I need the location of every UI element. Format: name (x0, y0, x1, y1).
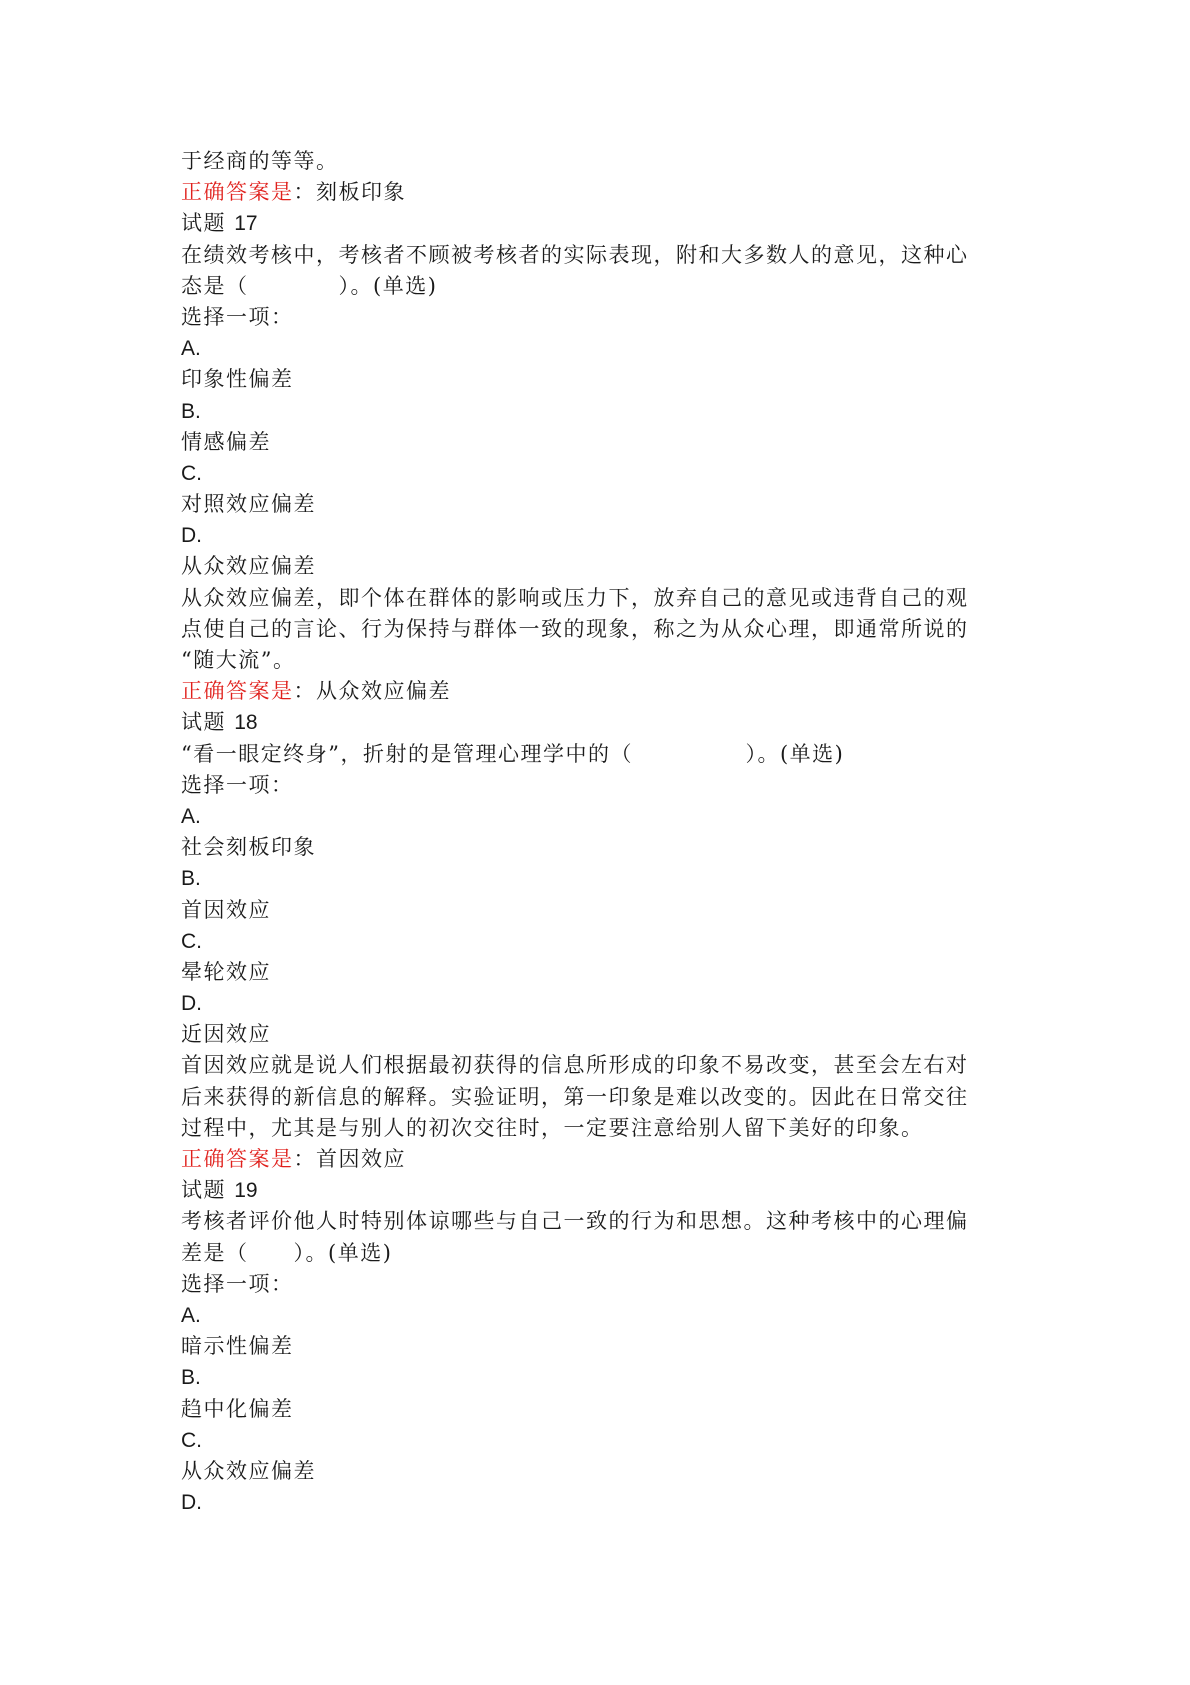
select-prompt: 选择一项： (181, 1271, 294, 1296)
question-title (181, 707, 1011, 738)
explanation-line: “随大流”。 (181, 648, 296, 672)
option-text[interactable]: 首因效应 (181, 897, 271, 922)
answer-label: 正确答案是 (181, 180, 294, 205)
answer-value: 刻板印象 (316, 180, 406, 205)
option-text[interactable]: 对照效应偏差 (181, 492, 316, 517)
question-stem-line: 考核者评价他人时特别体谅哪些与自己一致的行为和思想。这种考核中的心理偏 (181, 1209, 969, 1234)
option-letter[interactable]: C. (181, 1428, 202, 1452)
option-text[interactable]: 趋中化偏差 (181, 1396, 294, 1421)
option-text[interactable]: 晕轮效应 (181, 959, 271, 984)
question-title-prefix: 试题 (181, 710, 226, 735)
option-letter[interactable]: D. (181, 992, 202, 1016)
question-stem-line: 态是（ ）。(单选) (181, 273, 438, 298)
answer-line (181, 1144, 1011, 1175)
option-letter[interactable]: C. (181, 461, 202, 485)
answer-separator: ： (293, 1147, 316, 1171)
explanation-line: 从众效应偏差，即个体在群体的影响或压力下，放弃自己的意见或违背自己的观 (181, 585, 969, 610)
option-text[interactable]: 情感偏差 (181, 429, 271, 454)
question-title (181, 208, 1011, 239)
option-text[interactable]: 印象性偏差 (181, 367, 294, 392)
explanation-line: 后来获得的新信息的解释。实验证明，第一印象是难以改变的。因此在日常交往 (181, 1084, 969, 1109)
question-title (181, 1175, 1011, 1206)
option-letter[interactable]: B. (181, 1366, 201, 1390)
explanation-line: 点使自己的言论、行为保持与群体一致的现象，称之为从众心理，即通常所说的 (181, 616, 969, 641)
option-text[interactable]: 从众效应偏差 (181, 1458, 316, 1483)
answer-separator: ： (293, 180, 316, 205)
select-prompt: 选择一项： (181, 772, 294, 797)
option-letter[interactable]: D. (181, 1491, 202, 1515)
question-title-prefix: 试题 (181, 1178, 226, 1203)
select-prompt: 选择一项： (181, 304, 294, 329)
option-letter[interactable]: A. (181, 337, 201, 361)
option-text[interactable]: 从众效应偏差 (181, 554, 316, 579)
option-text[interactable]: 近因效应 (181, 1022, 271, 1047)
question-stem-line: 差是（ ）。(单选) (181, 1240, 393, 1265)
document-page (181, 146, 1011, 1518)
answer-label: 正确答案是 (181, 679, 294, 704)
option-letter[interactable]: A. (181, 1303, 201, 1327)
option-text[interactable]: 社会刻板印象 (181, 835, 316, 860)
option-text[interactable]: 暗示性偏差 (181, 1334, 294, 1359)
answer-line (181, 676, 1011, 707)
answer-separator: ： (293, 679, 316, 704)
answer-line-q16 (181, 177, 1011, 208)
question-number: 19 (234, 1179, 258, 1203)
question-number: 17 (234, 212, 258, 236)
question-stem-line: 在绩效考核中，考核者不顾被考核者的实际表现，附和大多数人的意见，这种心 (181, 242, 969, 267)
answer-value: 从众效应偏差 (316, 679, 451, 704)
explanation-line: 过程中，尤其是与别人的初次交往时，一定要注意给别人留下美好的印象。 (181, 1115, 924, 1140)
question-stem-line: “看一眼定终身”，折射的是管理心理学中的（ ）。(单选) (181, 741, 845, 766)
answer-value: 首因效应 (316, 1147, 406, 1171)
answer-label: 正确答案是 (181, 1147, 294, 1171)
previous-explanation-tail: 于经商的等等。 (181, 149, 339, 173)
option-letter[interactable]: C. (181, 929, 202, 953)
question-number: 18 (234, 711, 258, 735)
option-letter[interactable]: A. (181, 804, 201, 828)
option-letter[interactable]: B. (181, 399, 201, 423)
explanation-line: 首因效应就是说人们根据最初获得的信息所形成的印象不易改变，甚至会左右对 (181, 1053, 969, 1078)
question-title-prefix: 试题 (181, 211, 226, 236)
option-letter[interactable]: B. (181, 867, 201, 891)
option-letter[interactable]: D. (181, 524, 202, 548)
